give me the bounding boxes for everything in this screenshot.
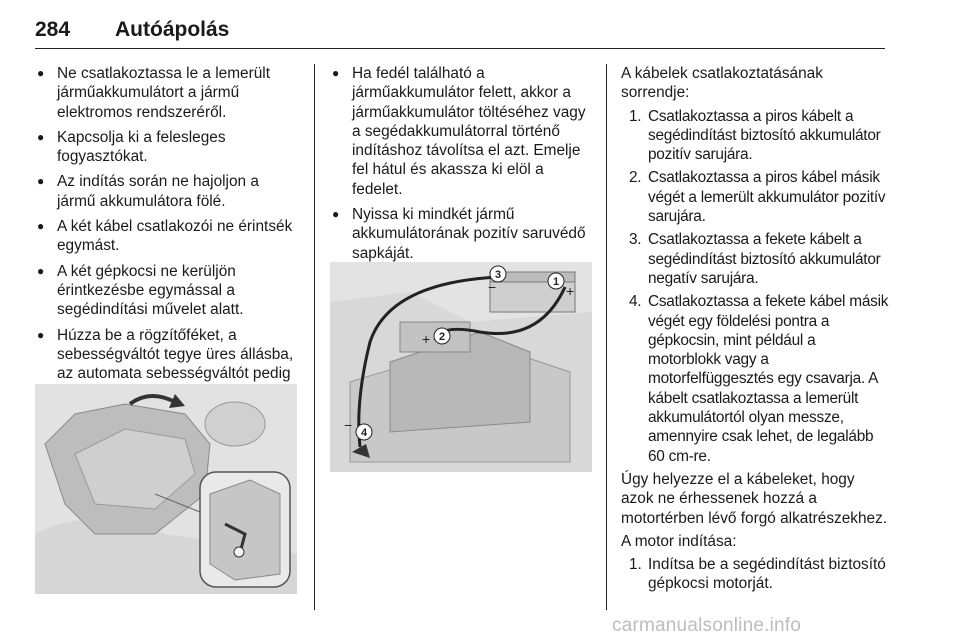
list-item: ● A két gépkocsi ne kerüljön érintkezésbe egymással a segédindítási művelet alatt. <box>35 262 300 320</box>
paragraph: A motor indítása: <box>621 532 737 550</box>
column-divider <box>314 64 315 610</box>
battery-cover-illustration <box>35 384 297 594</box>
list-item-text: Húzza be a rögzítőféket, a sebességváltót tegye üres állásba, az automata sebességváltót pedig <box>57 326 294 383</box>
list-item: ● Ne csatlakoztassa le a lemerült járműakkumulátort a jármű elektromos rendszeréről. <box>35 64 300 122</box>
page-header <box>35 14 885 46</box>
step-number: 4. <box>629 293 642 311</box>
list-item <box>621 230 891 288</box>
bullet-list <box>330 64 595 263</box>
battery-cover-drawing <box>35 384 297 594</box>
figure-label-3: 3 <box>494 269 502 281</box>
column-2 <box>330 64 595 269</box>
list-item: ● Nyissa ki mindkét jármű akkumulátorának pozitív saruvédő sapkáját. <box>330 205 595 263</box>
step-number: 2. <box>629 169 642 187</box>
header-rule <box>35 48 885 49</box>
figure-label-1: 1 <box>552 276 560 288</box>
numbered-steps <box>621 555 891 594</box>
column-1 <box>35 64 300 409</box>
watermark-text: carmanualsonline.info <box>612 615 802 636</box>
plus-sign: + <box>566 283 575 299</box>
figure-label-2: 2 <box>438 331 446 343</box>
step-text: Indítsa be a segédindítást biztosító gépkocsi motorját. <box>648 556 886 593</box>
step-number: 1. <box>629 107 642 125</box>
step-text: Csatlakoztassa a fekete kábel másik végét egy földelési pontra a gépkocsin, mint például a motorblokk vagy a motorfelfüggesztés egy csavarja. A kábelt csatlakoztassa a lemerült akkumulátortól olyan messze, amennyire csak lehet, de legalább 60 cm-re. <box>648 293 889 465</box>
column-divider <box>606 64 607 610</box>
minus-sign: − <box>488 279 497 295</box>
page-number: 284 <box>35 18 71 41</box>
list-item: ● Az indítás során ne hajoljon a jármű akkumulátora fölé. <box>35 172 300 211</box>
bullet-list <box>35 64 300 403</box>
minus-sign: − <box>344 417 353 433</box>
list-item <box>621 555 891 594</box>
step-number: 3. <box>629 231 642 249</box>
step-text: Csatlakoztassa a fekete kábelt a segédindítást biztosító akkumulátor negatív sarujára. <box>648 231 881 287</box>
intro-text: A kábelek csatlakoztatásának sorrendje: <box>621 65 823 102</box>
step-text: Csatlakoztassa a piros kábel másik végét a lemerült akkumulátor pozitív sarujára. <box>648 169 886 226</box>
list-item: ● A két kábel csatlakozói ne érintsék egymást. <box>35 217 300 256</box>
step-number: 1. <box>629 556 642 574</box>
list-item: ● Ha fedél található a járműakkumulátor felett, akkor a járműakkumulátor töltéséhez vagy a segédakkumulátorral történő indításhoz távolítsa el azt. Emelje fel hátul és akassza ki elöl a fedelet. <box>330 64 595 199</box>
list-item <box>621 107 891 165</box>
numbered-steps <box>621 107 891 466</box>
figure-label-4: 4 <box>360 427 368 439</box>
paragraph: Úgy helyezze el a kábeleket, hogy azok ne érhessenek hozzá a motortérben lévő forgó alkatrészekhez. <box>621 470 888 527</box>
step-text: Csatlakoztassa a piros kábelt a segédindítást biztosító akkumulátor pozitív sarujára. <box>648 107 881 164</box>
jump-start-illustration <box>330 262 592 472</box>
list-item <box>621 292 891 466</box>
list-item: ● Kapcsolja ki a felesleges fogyasztókat. <box>35 128 300 167</box>
list-item <box>621 168 891 226</box>
plus-sign: + <box>422 331 431 347</box>
jump-start-drawing <box>330 262 592 472</box>
column-3 <box>621 64 891 598</box>
section-title: Autóápolás <box>115 18 230 41</box>
